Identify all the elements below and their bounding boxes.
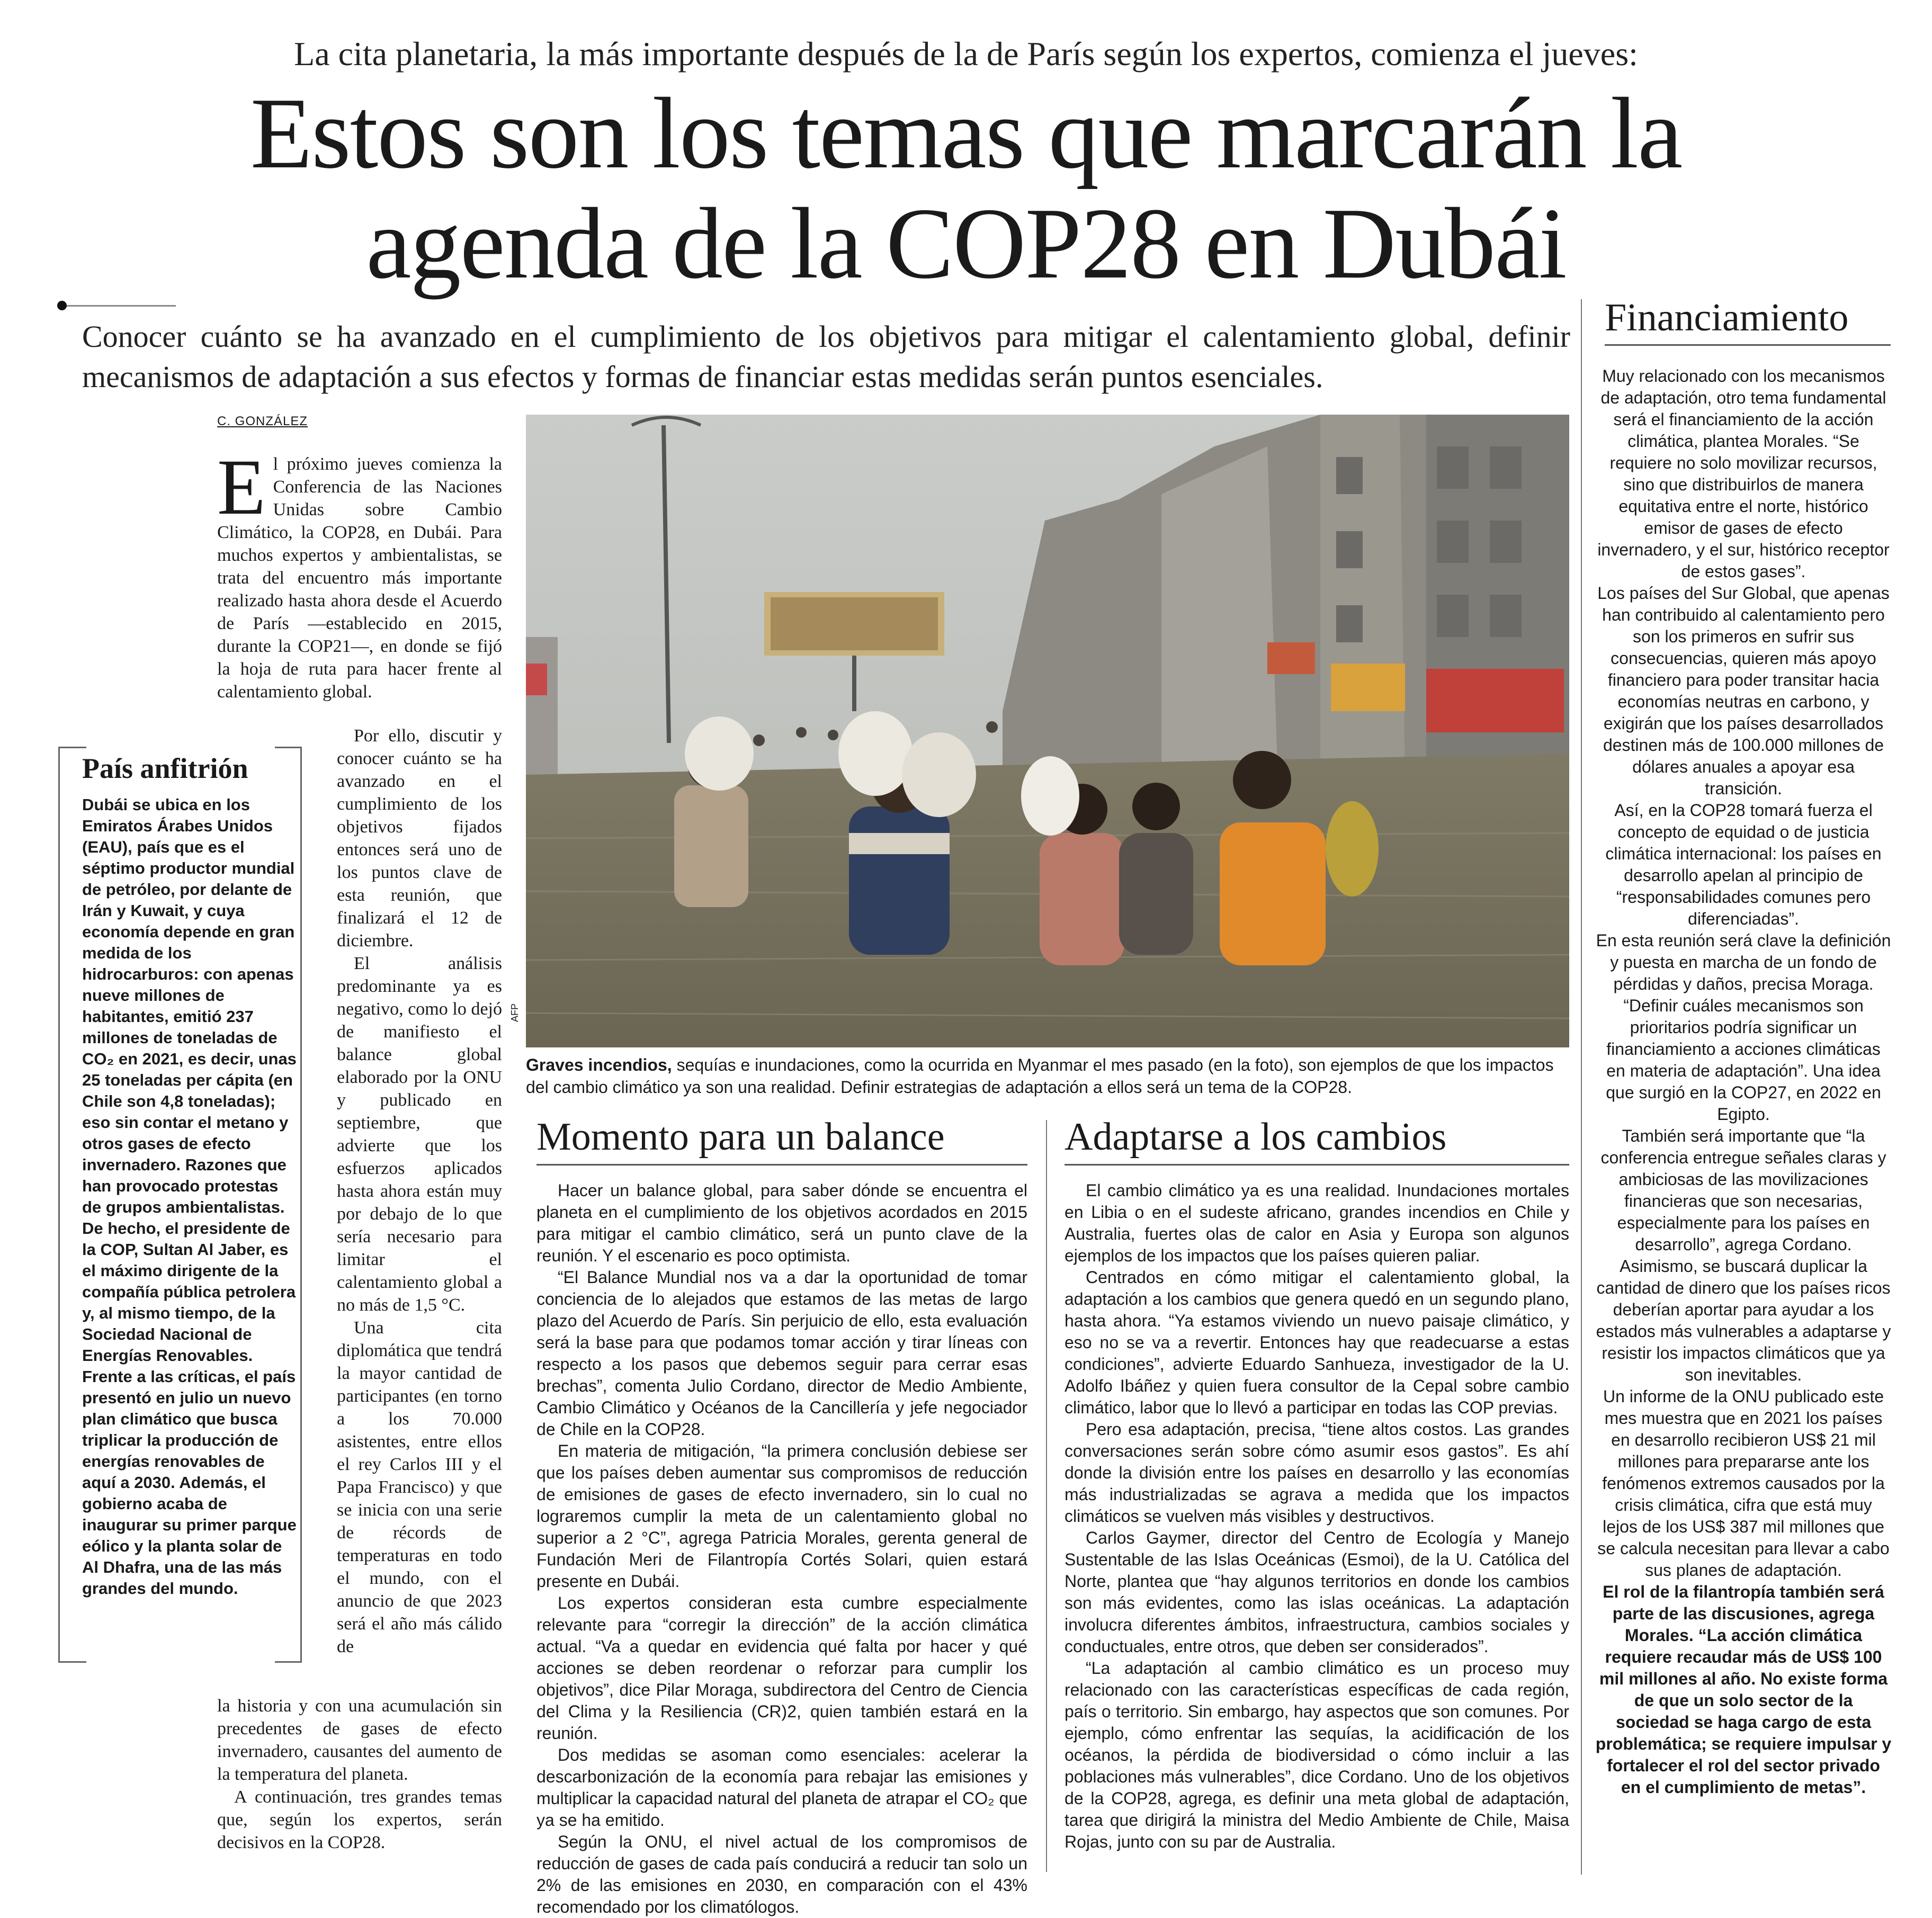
lede-bullet <box>57 301 67 310</box>
sidebar-title: País anfitrión <box>82 752 248 784</box>
kicker: La cita planetaria, la más importante después de la de París según los expertos, comienza el jueves: <box>294 35 1638 73</box>
lede: Conocer cuánto se ha avanzado en el cumplimiento de los objetivos para mitigar el calentamiento global, definir mecanismos de adaptación a sus efectos y formas de financiar estas medidas serán puntos esenciales. <box>82 319 1570 394</box>
headline-line-1: Estos son los temas que marcarán la <box>250 77 1682 190</box>
headline <box>159 78 1773 299</box>
intro-paragraph-3: El análisis predominante ya es negativo, como lo dejó de manifiesto el balance global elaborado por la ONU y publicado en septiembre, que advierte que los esfuerzos aplicados hasta ahora están muy por debajo de lo que sería necesario para limitar el calentamiento global a no más de 1,5 °C. <box>337 954 502 1315</box>
section-title-adapt: Adaptarse a los cambios <box>1065 1115 1447 1159</box>
adapt-paragraph-3: Pero esa adaptación, precisa, “tiene altos costos. Las grandes conversaciones serán sobre cómo asumir esos gastos”. Es ahí donde la división entre los países en desarrollo y las economías más industrializadas se agrava a medida que los impactos climáticos se vuelven más visibles y destructivos. <box>1065 1420 1569 1526</box>
financing-paragraph-4: En esta reunión será clave la definición y puesta en marcha de un fondo de pérdidas y daños, precisa Moraga. “Definir cuáles mecanismos son prioritarios podría significar un financiamiento a acciones climáticas en materia de adaptación”. Una idea que surgió en la COP27, en 2022 en Egipto. <box>1596 931 1891 1124</box>
intro-paragraph-5: A continuación, tres grandes temas que, según los expertos, serán decisivos en la COP28. <box>217 1787 502 1852</box>
intro-paragraph-1: l próximo jueves comienza la Conferencia de las Naciones Unidas sobre Cambio Climático, la COP28, en Dubái. Para muchos expertos y ambientalistas, se trata del encuentro más importante realizado hasta ahora desde el Acuerdo de París —establecido en 2015, durante la COP21—, en donde se fijó la hoja de ruta para hacer frente al calentamiento global. <box>217 454 502 702</box>
drop-cap: E <box>217 443 266 531</box>
adapt-paragraph-1: El cambio climático ya es una realidad. Inundaciones mortales en Libia o en el sudeste africano, grandes incendios en Chile y Australia, fuertes olas de calor en Asia y Europa son algunos ejemplos de los impactos que los países quieren paliar. <box>1065 1181 1569 1265</box>
section-title-balance: Momento para un balance <box>536 1115 945 1159</box>
balance-paragraph-2: “El Balance Mundial nos va a dar la oportunidad de tomar conciencia de lo alejados que estamos de las metas de largo plazo del Acuerdo de París. Sin perjuicio de ello, esta evaluación será la base para que podamos tomar acción y tirar líneas con respecto a los pasos que debemos seguir para cerrar esas brechas”, comenta Julio Cordano, director de Medio Ambiente, Cambio Climático y Océanos de la Cancillería y jefe negociador de Chile en la COP28. <box>536 1268 1027 1439</box>
flood-photo <box>526 415 1569 1047</box>
right-column-divider <box>1581 299 1582 1875</box>
financing-paragraph-2: Los países del Sur Global, que apenas han contribuido al calentamiento pero son los primeros en sufrir sus consecuencias, quieren más apoyo financiero para poder transitar hacia economías neutras en carbono, y exigirán que los países desarrollados destinen más de 100.000 millones de dólares anuales a apoyar esa transición. <box>1597 584 1890 798</box>
headline-line-2: agenda de la COP28 en Dubái <box>366 187 1566 300</box>
balance-paragraph-1: Hacer un balance global, para saber dónde se encuentra el planeta en el cumplimiento de los objetivos acordados en 2015 para mitigar el cambio climático, será un punto clave de la reunión. Y el escenario es poco optimista. <box>536 1181 1027 1265</box>
byline: C. GONZÁLEZ <box>217 414 308 428</box>
financing-paragraph-3: Así, en la COP28 tomará fuerza el concepto de equidad o de justicia climática internacional: los países en desarrollo apelan al principio de “responsabilidades comunes pero diferenciadas”. <box>1605 801 1882 928</box>
section-body-financing <box>1595 365 1892 1798</box>
financing-paragraph-5: También será importante que “la conferencia entregue señales claras y ambiciosas de las movilizaciones financieras que son necesarias, especialmente para los países en desarrollo”, agrega Cordano. <box>1600 1126 1886 1254</box>
balance-paragraph-6: Según la ONU, el nivel actual de los compromisos de reducción de gases de cada país conducirá a reducir tan solo un 2% de las emisiones en 2030, en comparación con el 43% recomendado por los climatólogos. <box>536 1832 1027 1916</box>
section-rule-adapt <box>1065 1164 1569 1166</box>
adapt-paragraph-5: “La adaptación al cambio climático es un proceso muy relacionado con las características específicas de cada región, país o territorio. Sin embargo, hay aspectos que son comunes. Por ejemplo, cómo enfrentar las sequías, la acidificación de los océanos, la pérdida de biodiversidad o cómo incluir a las poblaciones más vulnerables”, dice Cordano. Uno de los objetivos de la COP28, agrega, es definir una meta global de adaptación, tarea que dirigirá la ministra del Medio Ambiente de Chile, Maisa Rojas, junto con su par de Australia. <box>1065 1659 1569 1851</box>
intro-paragraph-4: Una cita diplomática que tendrá la mayor cantidad de participantes (en torno a los 70.000 asistentes, entre ellos el rey Carlos III y el Papa Francisco) y que se inicia con una serie de récords de temperaturas en todo el mundo, con el anuncio de que 2023 será el año más cálido de <box>337 1318 502 1656</box>
intro-paragraph-4-continued: la historia y con una acumulación sin precedentes de gases de efecto invernadero, causantes del aumento de la temperatura del planeta. <box>217 1696 502 1784</box>
intro-bottom <box>217 1695 502 1854</box>
lede-rule <box>59 305 176 307</box>
section-title-financing: Financiamiento <box>1605 296 1849 339</box>
caption-text: sequías e inundaciones, como la ocurrida en Myanmar el mes pasado (en la foto), son ejemplos de que los impactos del cambio climático ya son una realidad. Definir estrategias de adaptación a ellos será un tema de la COP28. <box>526 1055 1554 1097</box>
balance-paragraph-4: Los expertos consideran esta cumbre especialmente relevante para “corregir la dirección” de la acción climática actual. “Va a quedar en evidencia qué falta por hacer y qué acciones se deben reordenar o reforzar para cumplir los objetivos”, dice Pilar Moraga, subdirectora del Centro de Ciencia del Clima y la Resiliencia (CR)2, quien también estará en la reunión. <box>536 1593 1027 1743</box>
sidebar-body: Dubái se ubica en los Emiratos Árabes Unidos (EAU), país que es el séptimo productor mundial de petróleo, por delante de Irán y Kuwait, y cuya economía depende en gran medida de los hidrocarburos: con apenas nueve millones de habitantes, emitió 237 millones de toneladas de CO₂ en 2021, es decir, unas 25 toneladas per cápita (en Chile son 4,8 toneladas); eso sin contar el metano y otros gases de efecto invernadero. Razones que han provocado protestas de grupos ambientalistas. De hecho, el presidente de la COP, Sultan Al Jaber, es el máximo dirigente de la compañía pública petrolera y, al mismo tiempo, de la Sociedad Nacional de Energías Renovables. Frente a las críticas, el país presentó en julio un nuevo plan climático que busca triplicar la producción de energías renovables de aquí a 2030. Además, el gobierno acaba de inaugurar su primer parque eólico y la planta solar de Al Dhafra, una de las más grandes del mundo. <box>82 795 297 1598</box>
section-body-adapt <box>1065 1180 1569 1853</box>
financing-paragraph-6: Asimismo, se buscará duplicar la cantidad de dinero que los países ricos deberían aportar para ayudar a los estados más vulnerables a adaptarse y resistir los impactos climáticos que ya son inevitables. <box>1596 1257 1891 1384</box>
adapt-paragraph-4: Carlos Gaymer, director del Centro de Ecología y Manejo Sustentable de las Islas Oceánicas (Esmoi), de la U. Católica del Norte, plantea que “hay algunos territorios en donde los cambios son más evidentes, como las islas oceánicas. La adaptación involucra diferentes ámbitos, infraestructura, cambios sociales y conductuales, entre otros, que deben ser considerados”. <box>1065 1528 1569 1656</box>
section-body-balance <box>536 1180 1027 1918</box>
balance-paragraph-3: En materia de mitigación, “la primera conclusión debiese ser que los países deben aumentar sus compromisos de reducción de emisiones de gases de efecto invernadero, sin lo cual no lograremos cumplir la meta de un calentamiento global no superior a 2 °C”, agrega Patricia Morales, gerenta general de Fundación Meri de Filantropía Cortés Solari, quien estará presente en Dubái. <box>536 1441 1027 1591</box>
photo-credit: AFP <box>509 1003 520 1022</box>
intro-top <box>217 443 502 703</box>
caption-lead: Graves incendios, <box>526 1055 672 1074</box>
column-divider <box>1046 1120 1047 1872</box>
intro-paragraph-2: Por ello, discutir y conocer cuánto se ha avanzado en el cumplimiento de los objetivos fijados entonces será uno de los puntos clave de esta reunión, que finalizará el 12 de diciembre. <box>337 726 502 951</box>
section-rule-balance <box>536 1164 1027 1166</box>
financing-paragraph-7: Un informe de la ONU publicado este mes muestra que en 2021 los países en desarrollo recibieron US$ 21 mil millones para prepararse ante los fenómenos extremos causados por la crisis climática, cifra que está muy lejos de los US$ 387 mil millones que se calcula necesitan para llevar a cabo sus planes de adaptación. <box>1597 1387 1890 1580</box>
section-rule-financing <box>1605 344 1891 346</box>
financing-closing: El rol de la filantropía también será parte de las discusiones, agrega Morales. “La acción climática requiere recaudar más de US$ 100 mil millones al año. No existe forma de que un solo sector de la sociedad se haga cargo de esta problemática; se requiere impulsar y fortalecer el rol del sector privado en el cumplimiento de metas”. <box>1595 1582 1892 1797</box>
financing-paragraph-1: Muy relacionado con los mecanismos de adaptación, otro tema fundamental será el financiamiento de la acción climática, plantea Morales. “Se requiere no solo movilizar recursos, sino que distribuirlos de manera equitativa entre el norte, histórico emisor de gases de efecto invernadero, y el sur, histórico receptor de estos gases”. <box>1597 366 1890 581</box>
photo-caption <box>526 1054 1569 1098</box>
adapt-paragraph-2: Centrados en cómo mitigar el calentamiento global, la adaptación a los cambios que genera quedó en un segundo plano, hasta ahora. “Ya estamos viviendo un nuevo paisaje climático, y eso no se va a revertir. Entonces hay que readecuarse a estas condiciones”, advierte Eduardo Sanhueza, investigador de la U. Adolfo Ibáñez y quien fuera consultor de la Cepal sobre cambio climático, labor que lo llevó a participar en todas las COP previas. <box>1065 1268 1569 1417</box>
balance-paragraph-5: Dos medidas se asoman como esenciales: acelerar la descarbonización de la economía para rebajar las emisiones y multiplicar la capacidad natural del planeta de atrapar el CO₂ que ya se ha emitido. <box>536 1745 1027 1830</box>
intro-narrow <box>337 724 502 1658</box>
